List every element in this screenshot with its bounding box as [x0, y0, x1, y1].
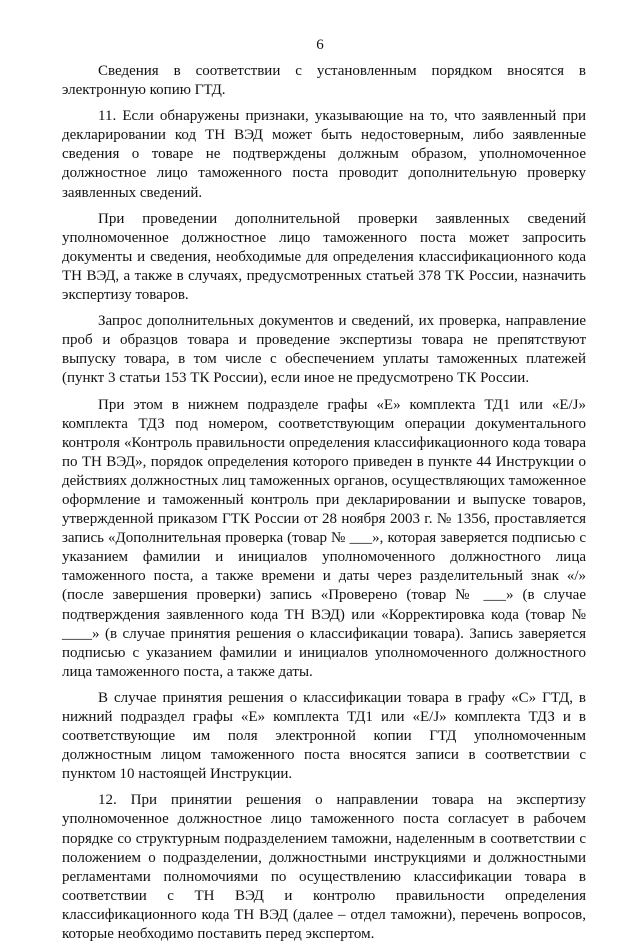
paragraph-1: Сведения в соответствии с установленным порядком вносятся в электронную копию ГТД.	[62, 63, 586, 99]
paragraph-6: В случае принятия решения о классификации товара в графу «С» ГТД, в нижний подраздел графы «Е» комплекта ТД1 или «E/J» комплекта ТДЗ и в соответствующие им поля электронной копии ГТД уполномоченным должностным лицом таможенного поста вносятся записи в соответствии с пунктом 10 настоящей Инструкции.	[62, 689, 586, 783]
page-number: 6	[316, 37, 324, 53]
document-body	[62, 62, 586, 951]
paragraph-7: 12. При принятии решения о направлении товара на экспертизу уполномоченное должностное лицо таможенного поста согласует в рабочем порядке со структурным подразделением таможни, наделенным в соответствии с положением о подразделении, должностными инструкциями и должностными регламентами полномочиями по осуществлению классификации товара в соответствии с ТН ВЭД и контролю правильности определения классификационного кода ТН ВЭД (далее – отдел таможни), перечень вопросов, которые необходимо поставить перед экспертом.	[62, 792, 586, 943]
paragraph-3: При проведении дополнительной проверки заявленных сведений уполномоченное должностное лицо таможенного поста может запросить документы и сведения, необходимые для определения классификационного кода ТН ВЭД, а также в случаях, предусмотренных статьей 378 ТК России, назначить экспертизу товаров.	[62, 210, 586, 304]
paragraph-2: 11. Если обнаружены признаки, указывающие на то, что заявленный при декларировании код ТН ВЭД может быть недостоверным, либо заявленные сведения о товаре не подтверждены должным образом, уполномоченное должностное лицо таможенного поста проводит дополнительную проверку заявленных сведений.	[62, 108, 586, 201]
paragraph-5: При этом в нижнем подразделе графы «Е» комплекта ТД1 или «E/J» комплекта ТДЗ под номером, соответствующим операции документального контроля «Контроль правильности определения классификационного кода товара по ТН ВЭД», порядок определения которого приведен в пункте 44 Инструкции о действиях должностных лиц таможенных органов, осуществляющих таможенное оформление и таможенный контроль при декларировании и выпуске товаров, утвержденной приказом ГТК России от 28 ноября 2003 г. № 1356, проставляется запись «Дополнительная проверка (товар № ___», которая заверяется подписью с указанием фамилии и инициалов уполномоченного должностного лица таможенного поста, а также времени и даты через разделительный знак «/» (после завершения проверки) запись «Проверено (товар № ___» (в случае подтверждения заявленного кода ТН ВЭД) или «Корректировка кода (товар № ____» (в случае принятия решения о классификации товара). Запись заверяется подписью с указанием фамилии и инициалов уполномоченного должностного лица таможенного поста, а также даты.	[62, 396, 586, 680]
paragraph-4: Запрос дополнительных документов и сведений, их проверка, направление проб и образцов товара и проведение экспертизы товара не препятствуют выпуску товара, в том числе с обеспечением уплаты таможенных платежей (пункт 3 статьи 153 ТК России), если иное не предусмотрено ТК России.	[62, 313, 586, 387]
